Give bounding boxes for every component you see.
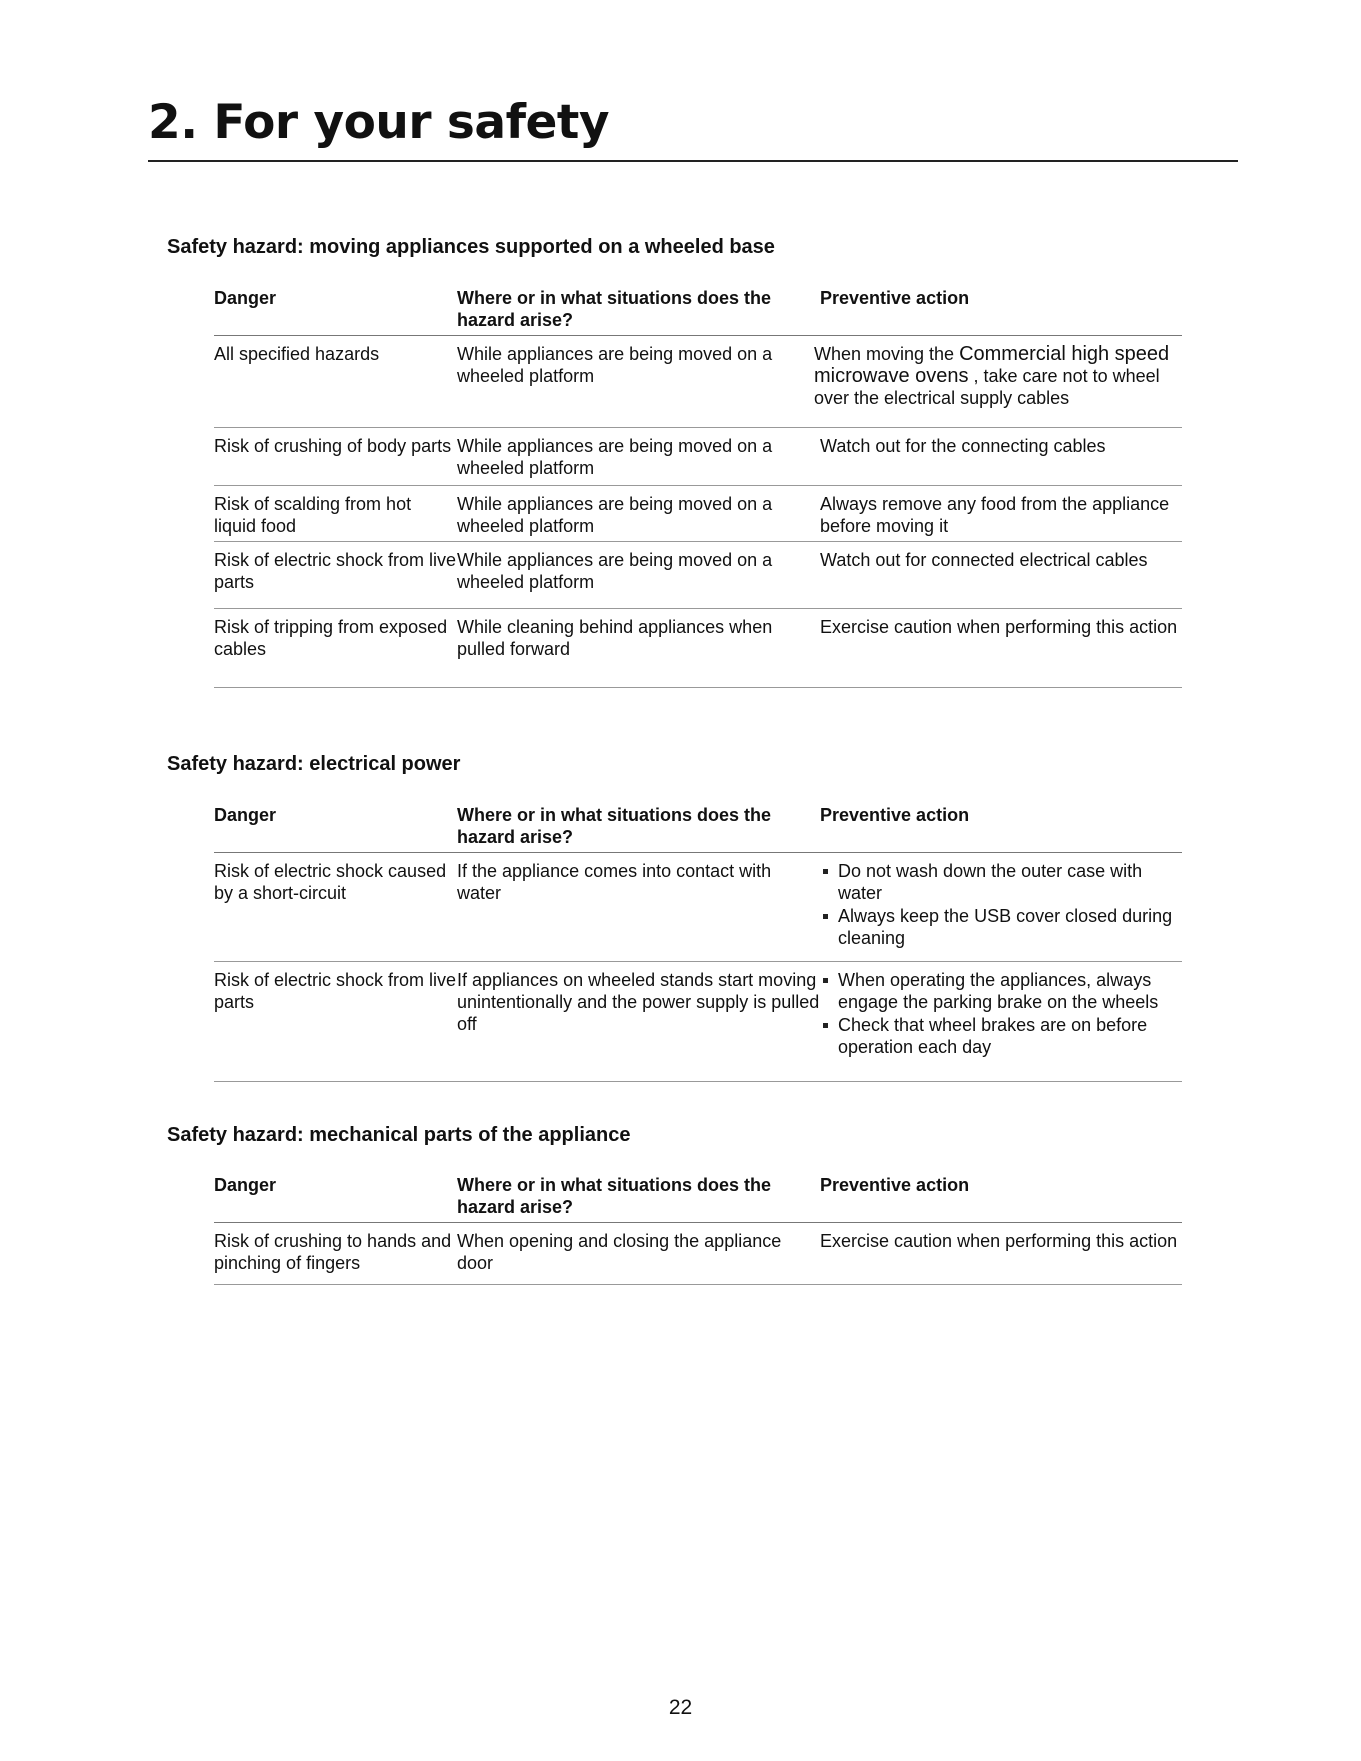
column-header-where: Where or in what situations does the hazard arise? [457, 805, 772, 847]
danger-cell: Risk of crushing to hands and pinching of fingers [214, 1231, 452, 1273]
table-header [214, 287, 1182, 336]
where-cell: While appliances are being moved on a wheeled platform [457, 550, 773, 592]
table-row [214, 1223, 1182, 1285]
column-header-action: Preventive action [820, 288, 970, 308]
action-list [820, 860, 1182, 949]
action-text: When moving the [814, 344, 960, 364]
table-row [214, 486, 1182, 542]
table-row [214, 962, 1182, 1082]
table-row [214, 542, 1182, 609]
where-cell: While appliances are being moved on a wheeled platform [457, 344, 773, 386]
title-divider [148, 160, 1238, 162]
action-cell [820, 860, 1182, 961]
hazard-table-wheeled-base [214, 287, 1182, 688]
danger-cell: Risk of scalding from hot liquid food [214, 494, 412, 536]
action-list-item: Do not wash down the outer case with water [820, 860, 1182, 904]
page-number: 22 [668, 1696, 693, 1719]
danger-cell: Risk of electric shock from live parts [214, 550, 457, 592]
table-header [214, 1174, 1182, 1223]
where-cell: When opening and closing the appliance door [457, 1231, 782, 1273]
where-cell: While appliances are being moved on a wheeled platform [457, 494, 773, 536]
danger-cell: Risk of tripping from exposed cables [214, 617, 448, 659]
action-list [820, 969, 1182, 1058]
action-cell: Watch out for connected electrical cables [820, 550, 1148, 570]
where-cell: If the appliance comes into contact with water [457, 861, 772, 903]
action-cell: Exercise caution when performing this action [820, 1231, 1178, 1251]
danger-cell: Risk of electric shock caused by a short-circuit [214, 861, 447, 903]
column-header-where: Where or in what situations does the hazard arise? [457, 1175, 772, 1217]
table-row [214, 428, 1182, 486]
danger-cell: Risk of crushing of body parts [214, 436, 452, 456]
action-cell: Always remove any food from the appliance before moving it [820, 494, 1170, 536]
column-header-danger: Danger [214, 288, 277, 308]
column-header-danger: Danger [214, 805, 277, 825]
action-list-item: When operating the appliances, always engage the parking brake on the wheels [820, 969, 1182, 1013]
hazard-table-electrical-power [214, 804, 1182, 1082]
table-row [214, 609, 1182, 688]
table-header [214, 804, 1182, 853]
action-cell [814, 343, 1194, 427]
action-cell: Exercise caution when performing this action [820, 617, 1178, 637]
product-name: Commercial high speed microwave ovens [814, 343, 1170, 387]
action-cell [820, 969, 1182, 1081]
action-list-item: Check that wheel brakes are on before operation each day [820, 1014, 1182, 1058]
table-row [214, 853, 1182, 962]
column-header-action: Preventive action [820, 1175, 970, 1195]
page-title: 2. For your safety [148, 95, 609, 150]
column-header-danger: Danger [214, 1175, 277, 1195]
section-heading-wheeled-base: Safety hazard: moving appliances supported on a wheeled base [167, 236, 775, 258]
hazard-table-mechanical-parts [214, 1174, 1182, 1285]
where-cell: If appliances on wheeled stands start moving unintentionally and the power supply is pulled off [457, 970, 820, 1034]
column-header-action: Preventive action [820, 805, 970, 825]
where-cell: While appliances are being moved on a wheeled platform [457, 436, 773, 478]
action-cell: Watch out for the connecting cables [820, 436, 1106, 456]
danger-cell: All specified hazards [214, 344, 380, 364]
section-heading-mechanical-parts: Safety hazard: mechanical parts of the appliance [167, 1124, 631, 1146]
table-row [214, 336, 1182, 428]
danger-cell: Risk of electric shock from live parts [214, 970, 457, 1012]
action-text: , take care not to wheel over the electrical supply cables [814, 366, 1160, 408]
section-heading-electrical-power: Safety hazard: electrical power [167, 753, 461, 775]
where-cell: While cleaning behind appliances when pulled forward [457, 617, 773, 659]
action-list-item: Always keep the USB cover closed during cleaning [820, 905, 1182, 949]
column-header-where: Where or in what situations does the hazard arise? [457, 288, 772, 330]
